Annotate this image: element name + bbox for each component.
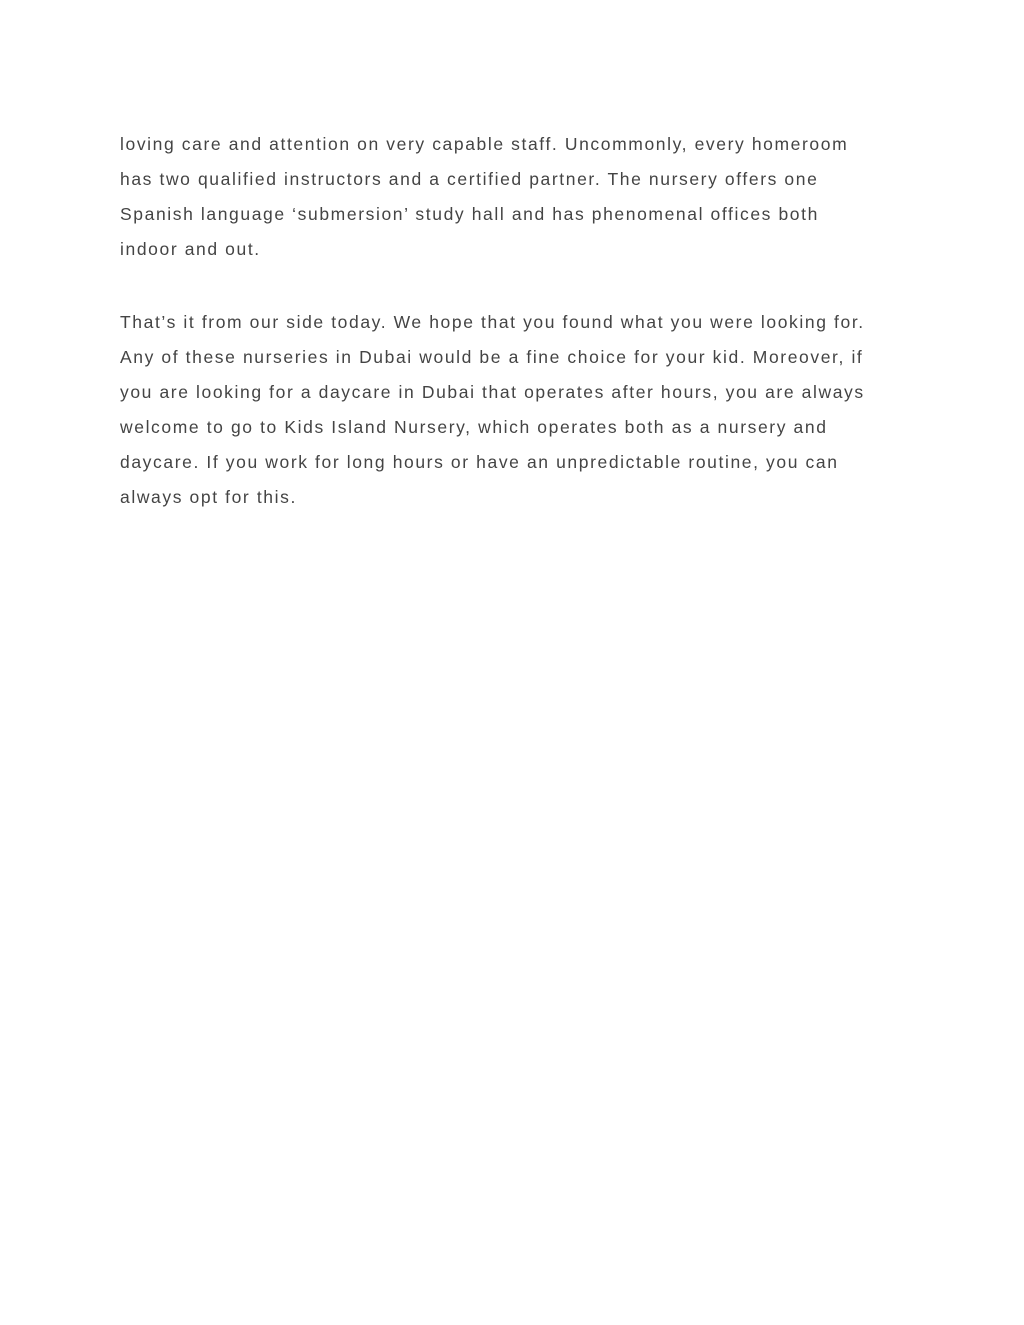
text-line: always opt for this. [120,487,297,507]
text-line: Any of these nurseries in Dubai would be a fine choice for your kid. Moreover, if [120,347,864,367]
text-line: you are looking for a daycare in Dubai that operates after hours, you are always [120,382,865,402]
text-line: Spanish language ‘submersion’ study hall and has phenomenal offices both [120,204,819,224]
paragraph-nursery-staff [120,127,920,267]
text-line: daycare. If you work for long hours or have an unpredictable routine, you can [120,452,839,472]
text-line: has two qualified instructors and a certified partner. The nursery offers one [120,169,819,189]
paragraph-conclusion [120,305,920,515]
text-line: indoor and out. [120,239,261,259]
text-line: welcome to go to Kids Island Nursery, which operates both as a nursery and [120,417,828,437]
document-body [120,127,920,515]
text-line: That’s it from our side today. We hope that you found what you were looking for. [120,312,865,332]
text-line: loving care and attention on very capable staff. Uncommonly, every homeroom [120,134,849,154]
